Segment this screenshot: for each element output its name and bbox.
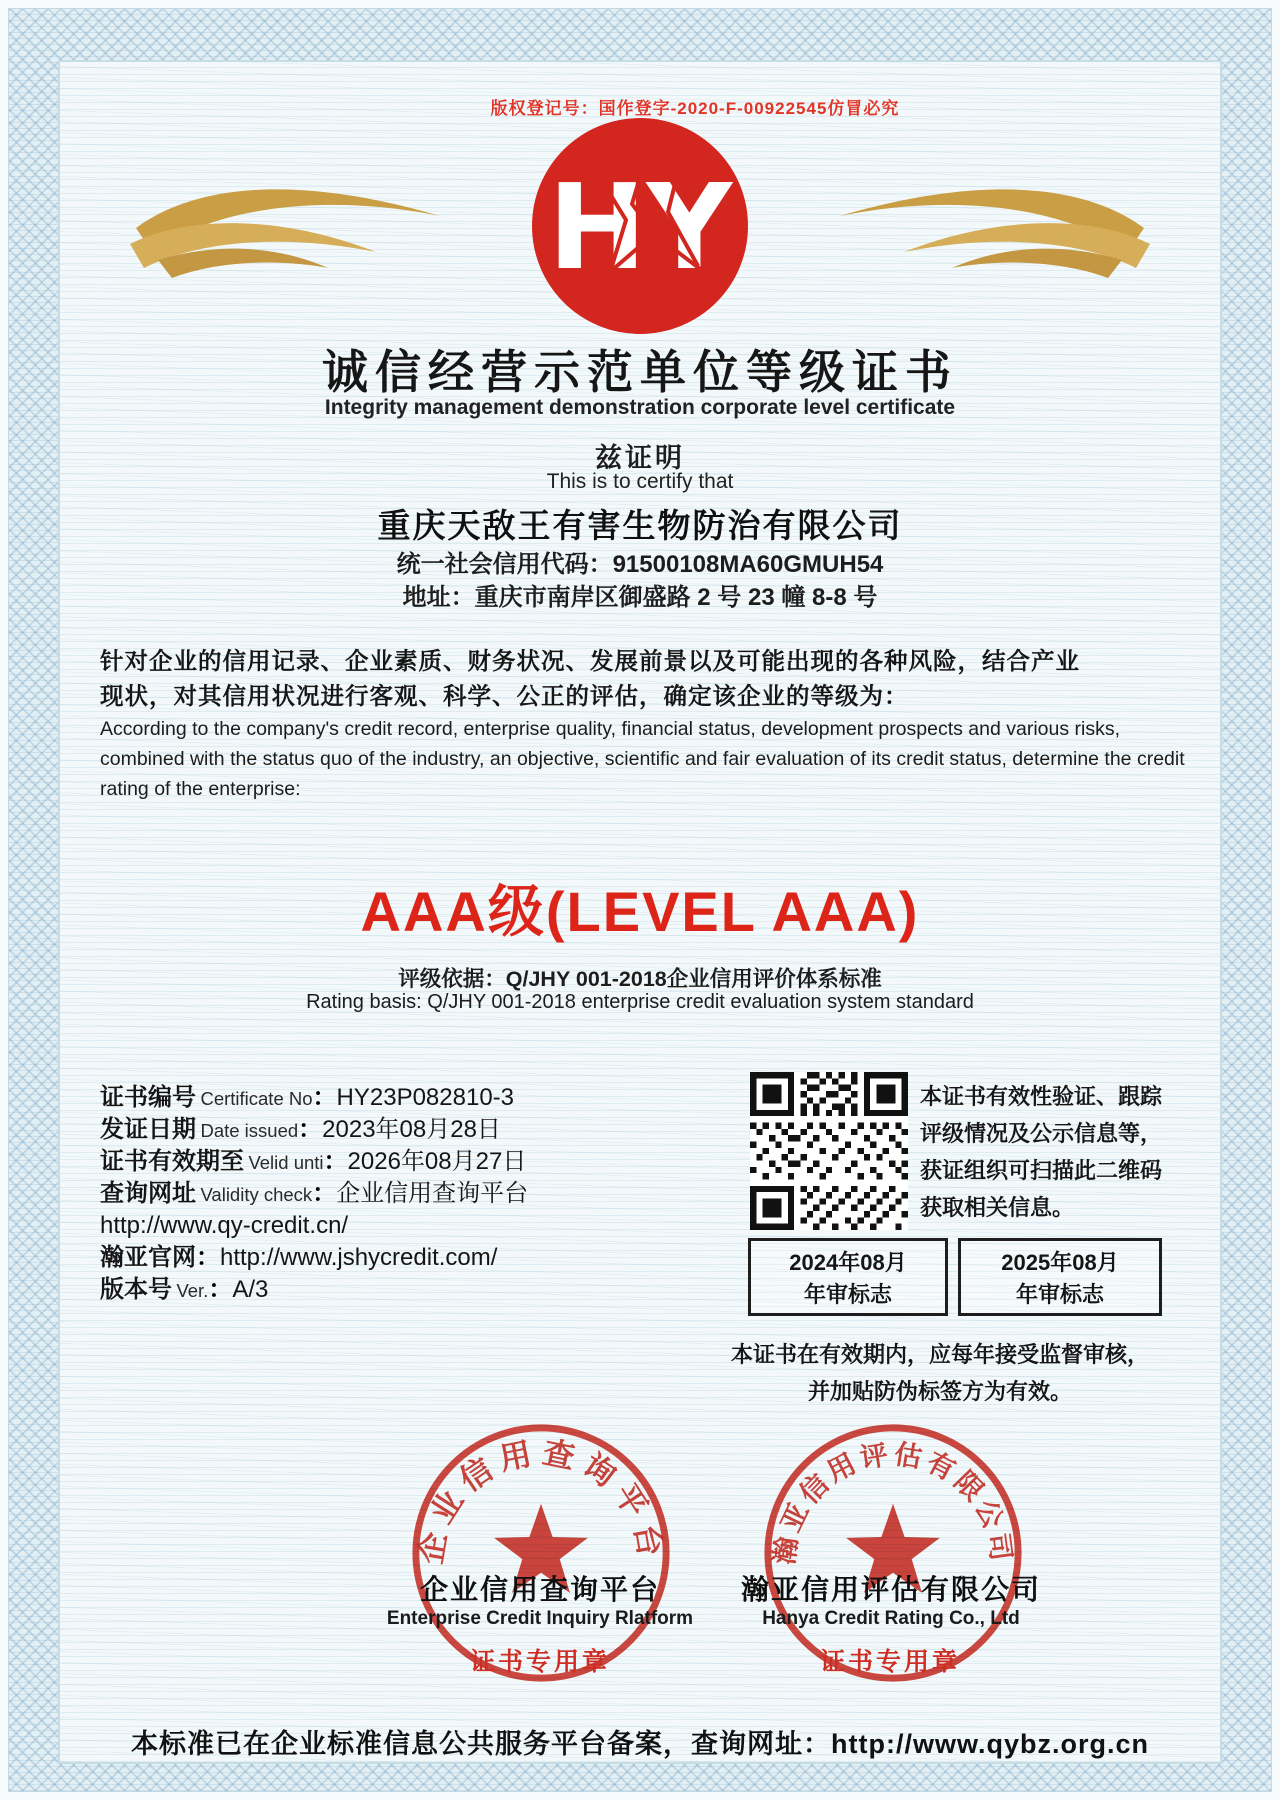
hy-logo-icon bbox=[530, 116, 750, 336]
detail-valid-until: 证书有效期至 Velid unti：2026年08月27日 bbox=[100, 1148, 527, 1175]
company-name: 重庆天敌王有害生物防治有限公司 bbox=[377, 507, 903, 544]
detail-validity-check: 查询网址 Validity check：企业信用查询平台 bbox=[100, 1180, 529, 1207]
copyright-registration-line: 版权登记号：国作登字-2020-F-00922545仿冒必究 bbox=[490, 99, 900, 118]
address-line: 地址：重庆市南岸区御盛路 2 号 23 幢 8-8 号 bbox=[402, 584, 878, 611]
seal-ring-text: 瀚亚信用评估有限公司 bbox=[767, 1437, 1019, 1567]
qr-info-line: 评级情况及公示信息等， bbox=[920, 1121, 1163, 1146]
issuer-left-name-en: Enterprise Credit Inquiry Rlatform bbox=[386, 1608, 694, 1629]
evaluation-paragraph-en: According to the company's credit record, enterprise quality, financial status, development prospects and various risks, combined with the status quo of the industry, an objective, scientific and fair evaluation of its credit status, determine the credit rating of the enterprise: bbox=[100, 718, 1185, 800]
standard-record-line: 本标准已在企业标准信息公共服务平台备案，查询网址：http://www.qybz.org.cn bbox=[131, 1729, 1149, 1759]
logo-letters: HY bbox=[547, 158, 733, 296]
detail-query-url: http://www.qy-credit.cn/ bbox=[100, 1212, 349, 1239]
issuer-right-name-zh: 瀚亚信用评估有限公司 bbox=[740, 1574, 1041, 1605]
rating-level: AAA级(LEVEL AAA) bbox=[360, 880, 920, 943]
gold-flourish-right-icon bbox=[832, 176, 1152, 288]
annual-review-box-2024: 2024年08月 年审标志 bbox=[748, 1238, 948, 1316]
issuer-right-name-en: Hanya Credit Rating Co., Ltd bbox=[762, 1608, 1020, 1629]
seal-banner-left: 证书专用章 bbox=[469, 1648, 610, 1676]
annual-review-box-2025: 2025年08月 年审标志 bbox=[958, 1238, 1162, 1316]
detail-version: 版本号 Ver.：A/3 bbox=[100, 1276, 269, 1303]
rating-basis-en: Rating basis: Q/JHY 001-2018 enterprise credit evaluation system standard bbox=[306, 991, 974, 1013]
certificate-title: 诚信经营示范单位等级证书 bbox=[322, 346, 958, 398]
seal-banner-right: 证书专用章 bbox=[819, 1648, 960, 1676]
qr-info-line: 本证书有效性验证、跟踪 bbox=[920, 1084, 1163, 1109]
qr-info-line: 获证组织可扫描此二维码 bbox=[920, 1158, 1163, 1183]
detail-hanya-website: 瀚亚官网：http://www.jshycredit.com/ bbox=[100, 1244, 498, 1271]
detail-date-issued: 发证日期 Date issued：2023年08月28日 bbox=[100, 1116, 501, 1143]
certify-label-en: This is to certify that bbox=[546, 470, 734, 493]
qr-instructions bbox=[920, 1078, 1188, 1226]
qr-code bbox=[750, 1072, 908, 1230]
certificate-title-english: Integrity management demonstration corporate level certificate bbox=[324, 396, 956, 419]
detail-certificate-no: 证书编号 Certificate No：HY23P082810-3 bbox=[100, 1084, 514, 1111]
gold-flourish-left-icon bbox=[128, 176, 448, 288]
certificate-details bbox=[100, 1082, 660, 1306]
qr-info-line: 获取相关信息。 bbox=[920, 1195, 1075, 1220]
issuer-left-name-zh: 企业信用查询平台 bbox=[419, 1574, 660, 1605]
seal-ring-text: 企业信用查询平台 bbox=[412, 1434, 670, 1567]
rating-basis-zh: 评级依据：Q/JHY 001-2018企业信用评价体系标准 bbox=[398, 967, 882, 991]
certify-label-zh: 兹证明 bbox=[595, 443, 685, 473]
supervision-note: 本证书在有效期内，应每年接受监督审核， 并加贴防伪标签方为有效。 bbox=[730, 1342, 1149, 1404]
credit-code-line: 统一社会信用代码：91500108MA60GMUH54 bbox=[396, 551, 884, 578]
evaluation-paragraph-zh-line2: 现状，对其信用状况进行客观、科学、公正的评估，确定该企业的等级为： bbox=[100, 683, 909, 709]
evaluation-paragraph-zh-line1: 针对企业的信用记录、企业素质、财务状况、发展前景以及可能出现的各种风险，结合产业 bbox=[100, 648, 1080, 674]
